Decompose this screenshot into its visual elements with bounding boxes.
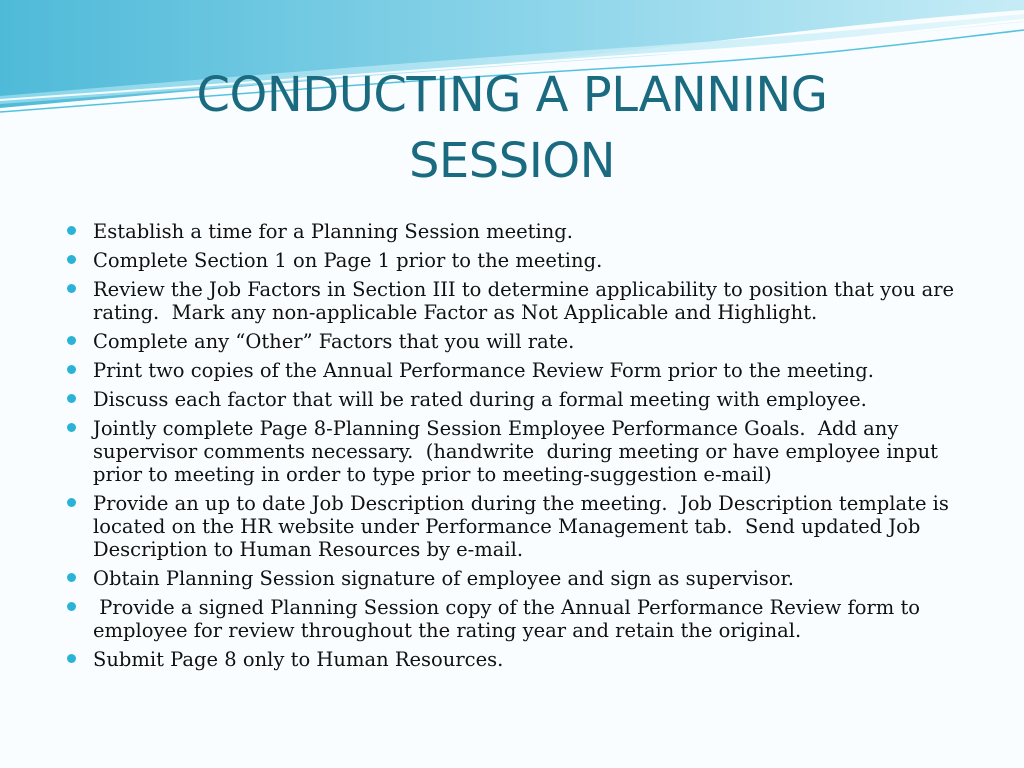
bullet-icon (67, 336, 76, 345)
slide-title (60, 62, 964, 194)
bullet-icon (67, 394, 76, 403)
title-line-1: CONDUCTING A PLANNING (196, 67, 828, 123)
bullet-item (66, 388, 966, 411)
bullet-text: Provide an up to date Job Description during the meeting. Job Description template is located on the HR website under Performance Management tab. Send updated Job Description to Human Resources by e-mail. (93, 492, 956, 561)
bullet-icon (67, 255, 76, 264)
bullet-list (66, 220, 966, 677)
title-line-2: SESSION (408, 133, 616, 189)
bullet-item (66, 278, 966, 324)
bullet-item (66, 492, 966, 561)
bullet-icon (67, 654, 76, 663)
bullet-icon (67, 573, 76, 582)
bullet-item (66, 249, 966, 272)
bullet-item (66, 567, 966, 590)
bullet-item (66, 330, 966, 353)
bullet-icon (67, 365, 76, 374)
bullet-item (66, 648, 966, 671)
bullet-item (66, 596, 966, 642)
bullet-text: Submit Page 8 only to Human Resources. (93, 648, 504, 671)
bullet-text: Discuss each factor that will be rated during a formal meeting with employee. (93, 388, 867, 411)
bullet-text: Provide a signed Planning Session copy of the Annual Performance Review form to employee for review throughout the rating year and retain the original. (93, 596, 927, 642)
bullet-text: Complete Section 1 on Page 1 prior to the meeting. (93, 249, 603, 272)
bullet-item (66, 359, 966, 382)
bullet-icon (67, 602, 76, 611)
bullet-icon (67, 498, 76, 507)
bullet-text: Jointly complete Page 8-Planning Session Employee Performance Goals. Add any supervisor comments necessary. (handwrite during meeting or have employee input prior to meeting in order to type prior to meeting-suggestion e-mail) (93, 417, 945, 486)
bullet-text: Obtain Planning Session signature of employee and sign as supervisor. (93, 567, 794, 590)
bullet-icon (67, 226, 76, 235)
bullet-item (66, 417, 966, 486)
bullet-item (66, 220, 966, 243)
bullet-icon (67, 423, 76, 432)
bullet-text: Establish a time for a Planning Session meeting. (93, 220, 573, 243)
bullet-text: Print two copies of the Annual Performance Review Form prior to the meeting. (93, 359, 874, 382)
bullet-text: Complete any “Other” Factors that you will rate. (93, 330, 575, 353)
bullet-icon (67, 284, 76, 293)
bullet-text: Review the Job Factors in Section III to determine applicability to position that you are rating. Mark any non-applicable Factor as Not Applicable and Highlight. (93, 278, 961, 324)
